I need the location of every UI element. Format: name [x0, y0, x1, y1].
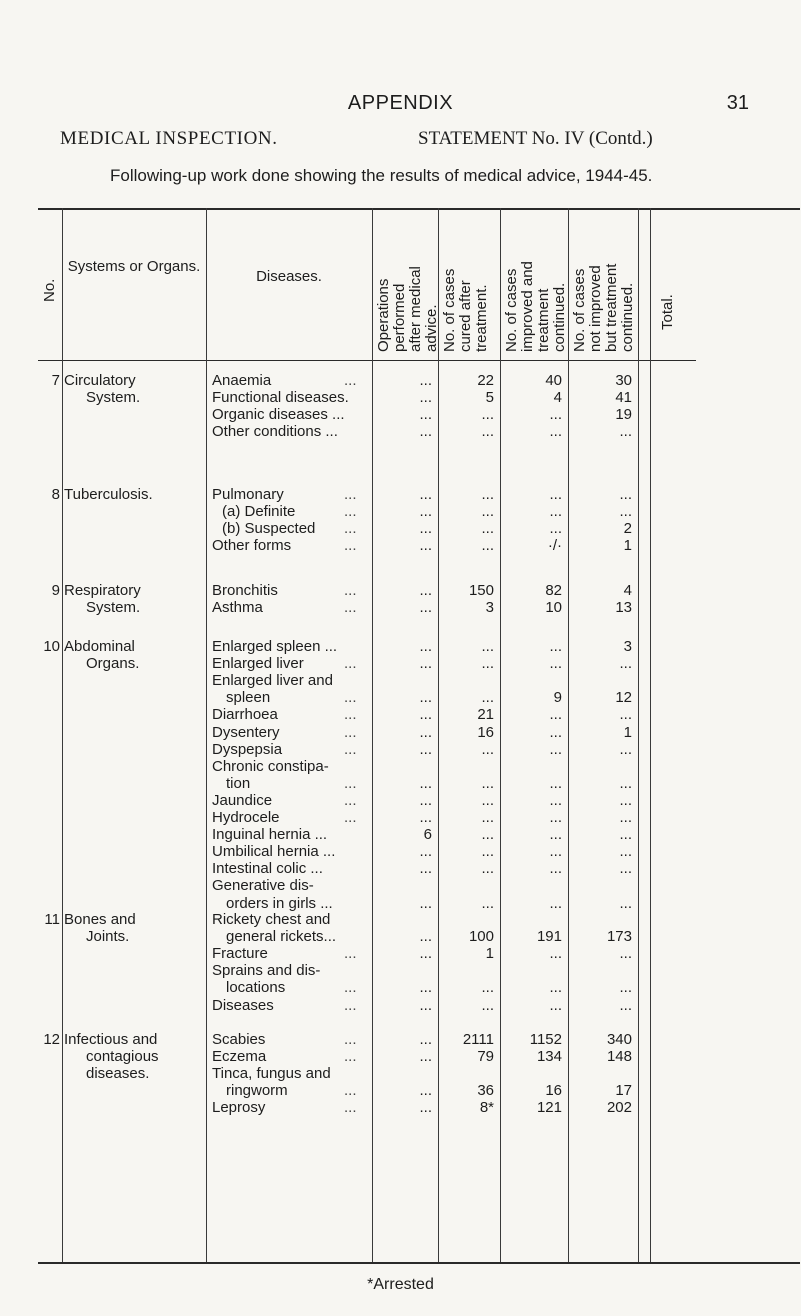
improved-value: ·/· [547, 537, 562, 555]
operations-value: ... [419, 928, 432, 946]
table-top-rule [38, 208, 800, 210]
cured-value: ... [481, 826, 494, 844]
improved-value: ... [549, 791, 562, 809]
row-number: 12 [43, 1031, 60, 1048]
cured-value: 1 [485, 945, 494, 963]
not-improved-value: 173 [606, 928, 632, 946]
improved-value: ... [549, 979, 562, 997]
system-name: Circulatory [64, 372, 136, 389]
cured-value: ... [481, 689, 494, 707]
column-header-improved: treatment [535, 288, 552, 352]
improved-value: ... [549, 406, 562, 424]
row-number: 9 [51, 582, 60, 599]
page-number: 31 [726, 92, 749, 114]
not-improved-value: 41 [615, 389, 632, 407]
column-divider [638, 208, 639, 1262]
disease-name: Hydrocele [212, 809, 280, 826]
disease-name: Leprosy [212, 1099, 266, 1117]
system-name: Organs. [86, 655, 140, 673]
cured-value: ... [481, 655, 494, 673]
operations-value: ... [419, 843, 432, 861]
leader-dots: ... [344, 486, 357, 503]
improved-value: ... [549, 723, 562, 741]
column-header-not-improved: not improved [587, 265, 604, 352]
disease-name: Anaemia [212, 372, 272, 389]
column-divider [650, 208, 651, 1262]
disease-name: Dyspepsia [212, 740, 283, 758]
cured-value: 100 [468, 928, 494, 946]
operations-value: ... [419, 582, 432, 599]
cured-value: ... [481, 843, 494, 861]
column-divider [372, 208, 373, 1262]
leader-dots: ... [344, 655, 357, 673]
operations-value: ... [419, 423, 432, 441]
disease-name: Diseases [212, 996, 274, 1014]
improved-value: ... [549, 894, 562, 912]
improved-value: ... [549, 706, 562, 724]
disease-name: (a) Definite [222, 503, 296, 521]
improved-value: 134 [536, 1048, 562, 1066]
improved-value: ... [549, 843, 562, 861]
improved-value: 1152 [529, 1031, 562, 1048]
not-improved-value: ... [619, 826, 632, 844]
not-improved-value: ... [619, 894, 632, 912]
cured-value: ... [481, 486, 494, 503]
operations-value: ... [419, 1048, 432, 1066]
operations-value: ... [419, 809, 432, 826]
cured-value: ... [481, 406, 494, 424]
improved-value: ... [549, 486, 562, 503]
disease-name: Fracture [212, 945, 268, 963]
not-improved-value: ... [619, 996, 632, 1014]
operations-value: ... [419, 1082, 432, 1100]
column-header-total: Total. [659, 294, 676, 330]
cured-value: ... [481, 503, 494, 521]
not-improved-value: ... [619, 706, 632, 724]
improved-value: 4 [553, 389, 562, 407]
leader-dots: ... [344, 996, 357, 1014]
cured-value: 79 [477, 1048, 494, 1066]
leader-dots: ... [344, 1099, 357, 1117]
operations-value: ... [419, 689, 432, 707]
disease-name: Functional diseases. [212, 389, 349, 407]
column-divider [62, 208, 63, 1262]
disease-name: Umbilical hernia ... [212, 843, 336, 861]
not-improved-value: 1 [623, 537, 632, 555]
cured-value: ... [481, 740, 494, 758]
improved-value: 9 [553, 689, 562, 707]
cured-value: ... [481, 537, 494, 555]
operations-value: ... [419, 706, 432, 724]
improved-value: 121 [536, 1099, 562, 1117]
table-bottom-rule [38, 1262, 800, 1264]
disease-name: Chronic constipa- [212, 757, 329, 775]
improved-value: ... [549, 638, 562, 655]
column-header-no: No. [41, 278, 58, 302]
leader-dots: ... [344, 1048, 357, 1066]
operations-value: ... [419, 945, 432, 963]
cured-value: 3 [485, 599, 494, 617]
cured-value: ... [481, 979, 494, 997]
cured-value: 36 [477, 1082, 494, 1100]
improved-value: ... [549, 520, 562, 538]
leader-dots: ... [344, 740, 357, 758]
system-name: Tuberculosis. [64, 486, 153, 503]
improved-value: ... [549, 826, 562, 844]
improved-value: ... [549, 809, 562, 826]
leader-dots: ... [344, 582, 357, 599]
disease-name: general rickets... [226, 928, 337, 946]
disease-name: ringworm [226, 1082, 288, 1100]
disease-name: Other conditions ... [212, 423, 338, 441]
disease-name: Intestinal colic ... [212, 860, 323, 878]
operations-value: ... [419, 1099, 432, 1117]
column-header-improved: improved and [519, 261, 536, 352]
cured-value: ... [481, 791, 494, 809]
cured-value: ... [481, 894, 494, 912]
row-number: 7 [51, 372, 60, 389]
cured-value: ... [481, 774, 494, 792]
leader-dots: ... [344, 979, 357, 997]
not-improved-value: 2 [623, 520, 632, 538]
not-improved-value: 19 [615, 406, 632, 424]
disease-name: Eczema [212, 1048, 267, 1066]
disease-name: Bronchitis [212, 582, 278, 599]
improved-value: ... [549, 860, 562, 878]
leader-dots: ... [344, 1082, 357, 1100]
row-number: 10 [43, 638, 60, 655]
operations-value: ... [419, 503, 432, 521]
disease-name: Rickety chest and [212, 911, 331, 928]
operations-value: ... [419, 791, 432, 809]
document-title: MEDICAL INSPECTION. [60, 128, 278, 149]
operations-value: ... [419, 372, 432, 389]
not-improved-value: ... [619, 740, 632, 758]
operations-value: ... [419, 655, 432, 673]
disease-name: tion [226, 774, 251, 792]
leader-dots: ... [344, 537, 357, 555]
improved-value: ... [549, 945, 562, 963]
leader-dots: ... [344, 1031, 357, 1048]
improved-value: ... [549, 503, 562, 521]
not-improved-value: ... [619, 860, 632, 878]
operations-value: ... [419, 996, 432, 1014]
column-header-improved: continued. [551, 282, 568, 352]
operations-value: ... [419, 537, 432, 555]
operations-value: ... [419, 486, 432, 503]
not-improved-value: 12 [615, 689, 632, 707]
leader-dots: ... [344, 791, 357, 809]
column-divider [206, 208, 207, 1262]
cured-value: 5 [485, 389, 494, 407]
improved-value: 191 [536, 928, 562, 946]
operations-value: ... [419, 860, 432, 878]
column-divider [438, 208, 439, 1262]
column-header-improved: No. of cases [503, 268, 520, 352]
column-header-not-improved: continued. [619, 282, 636, 352]
operations-value: ... [419, 638, 432, 655]
column-header-operations: Operations [375, 278, 392, 352]
leader-dots: ... [344, 520, 357, 538]
leader-dots: ... [344, 945, 357, 963]
system-name: Abdominal [64, 638, 135, 655]
improved-value: 16 [545, 1082, 562, 1100]
leader-dots: ... [344, 809, 357, 826]
not-improved-value: ... [619, 655, 632, 673]
column-header-cured: treatment. [473, 284, 490, 352]
system-name: Joints. [86, 928, 130, 946]
operations-value: ... [419, 406, 432, 424]
improved-value: 82 [545, 582, 562, 599]
not-improved-value: ... [619, 486, 632, 503]
system-name: Respiratory [64, 582, 141, 599]
disease-name: Pulmonary [212, 486, 284, 503]
column-header-operations: after medical [407, 266, 424, 352]
system-name: System. [86, 389, 141, 407]
operations-value: ... [419, 979, 432, 997]
disease-name: Enlarged liver and [212, 672, 333, 690]
improved-value: ... [549, 423, 562, 441]
system-name: Infectious and [64, 1031, 158, 1048]
disease-name: Scabies [212, 1031, 266, 1048]
not-improved-value: 202 [606, 1099, 632, 1117]
disease-name: orders in girls ... [226, 894, 333, 912]
disease-name: Generative dis- [212, 877, 314, 895]
not-improved-value: ... [619, 843, 632, 861]
column-header-not-improved: but treatment [603, 263, 620, 352]
system-name: System. [86, 599, 141, 617]
operations-value: ... [419, 894, 432, 912]
not-improved-value: ... [619, 774, 632, 792]
header-bottom-rule [38, 360, 696, 361]
disease-name: Diarrhoea [212, 706, 278, 724]
operations-value: ... [419, 599, 432, 617]
not-improved-value: ... [619, 423, 632, 441]
cured-value: 21 [477, 706, 494, 724]
column-header-cured: No. of cases [441, 268, 458, 352]
disease-name: Enlarged spleen ... [212, 638, 338, 655]
column-header-diseases: Diseases. [256, 268, 322, 285]
not-improved-value: ... [619, 503, 632, 521]
disease-name: Enlarged liver [212, 655, 304, 673]
system-name: Bones and [64, 911, 136, 928]
column-header-operations: advice. [423, 304, 440, 352]
disease-name: Asthma [212, 599, 263, 617]
not-improved-value: ... [619, 791, 632, 809]
improved-value: 40 [545, 372, 562, 389]
operations-value: ... [419, 774, 432, 792]
leader-dots: ... [344, 503, 357, 521]
not-improved-value: 13 [615, 599, 632, 617]
cured-value: 16 [477, 723, 494, 741]
not-improved-value: ... [619, 809, 632, 826]
column-divider [500, 208, 501, 1262]
leader-dots: ... [344, 774, 357, 792]
leader-dots: ... [344, 599, 357, 617]
not-improved-value: 30 [615, 372, 632, 389]
system-name: contagious [86, 1048, 159, 1066]
not-improved-value: 3 [623, 638, 632, 655]
cured-value: ... [481, 638, 494, 655]
footnote: *Arrested [367, 1276, 434, 1293]
cured-value: 150 [468, 582, 494, 599]
system-name: diseases. [86, 1065, 150, 1083]
leader-dots: ... [344, 372, 357, 389]
column-header-cured: cured after [457, 280, 474, 352]
disease-name: Jaundice [212, 791, 273, 809]
column-header-operations: performed [391, 283, 408, 352]
disease-name: spleen [226, 689, 271, 707]
cured-value: ... [481, 520, 494, 538]
column-header-not-improved: No. of cases [571, 268, 588, 352]
disease-name: Tinca, fungus and [212, 1065, 331, 1083]
improved-value: ... [549, 774, 562, 792]
leader-dots: ... [344, 706, 357, 724]
operations-value: ... [419, 389, 432, 407]
leader-dots: ... [344, 723, 357, 741]
not-improved-value: 4 [623, 582, 632, 599]
not-improved-value: 17 [615, 1082, 632, 1100]
not-improved-value: ... [619, 979, 632, 997]
row-number: 8 [51, 486, 60, 503]
disease-name: (b) Suspected [222, 520, 316, 538]
disease-name: Other forms [212, 537, 292, 555]
operations-value: ... [419, 723, 432, 741]
disease-name: Sprains and dis- [212, 962, 321, 980]
running-head: APPENDIX [347, 92, 454, 114]
row-number: 11 [44, 911, 60, 928]
improved-value: 10 [545, 599, 562, 617]
cured-value: 8* [479, 1099, 494, 1117]
statement-title: STATEMENT No. IV (Contd.) [418, 128, 653, 149]
column-header-systems: Systems or Organs. [67, 258, 201, 275]
operations-value: ... [419, 520, 432, 538]
column-divider [568, 208, 569, 1262]
cured-value: ... [481, 996, 494, 1014]
not-improved-value: 1 [623, 723, 632, 741]
disease-name: Organic diseases ... [212, 406, 345, 424]
disease-name: Inguinal hernia ... [212, 826, 328, 844]
cured-value: ... [481, 809, 494, 826]
cured-value: 22 [477, 372, 494, 389]
improved-value: ... [549, 996, 562, 1014]
table-subtitle: Following-up work done showing the results of medical advice, 1944-45. [110, 166, 653, 185]
leader-dots: ... [344, 689, 357, 707]
cured-value: 2111 [462, 1031, 494, 1048]
operations-value: 6 [423, 826, 432, 844]
improved-value: ... [549, 655, 562, 673]
cured-value: ... [481, 860, 494, 878]
operations-value: ... [419, 1031, 432, 1048]
improved-value: ... [549, 740, 562, 758]
disease-name: locations [226, 979, 286, 997]
not-improved-value: 340 [606, 1031, 632, 1048]
operations-value: ... [419, 740, 432, 758]
disease-name: Dysentery [212, 723, 280, 741]
cured-value: ... [481, 423, 494, 441]
not-improved-value: ... [619, 945, 632, 963]
not-improved-value: 148 [606, 1048, 632, 1066]
